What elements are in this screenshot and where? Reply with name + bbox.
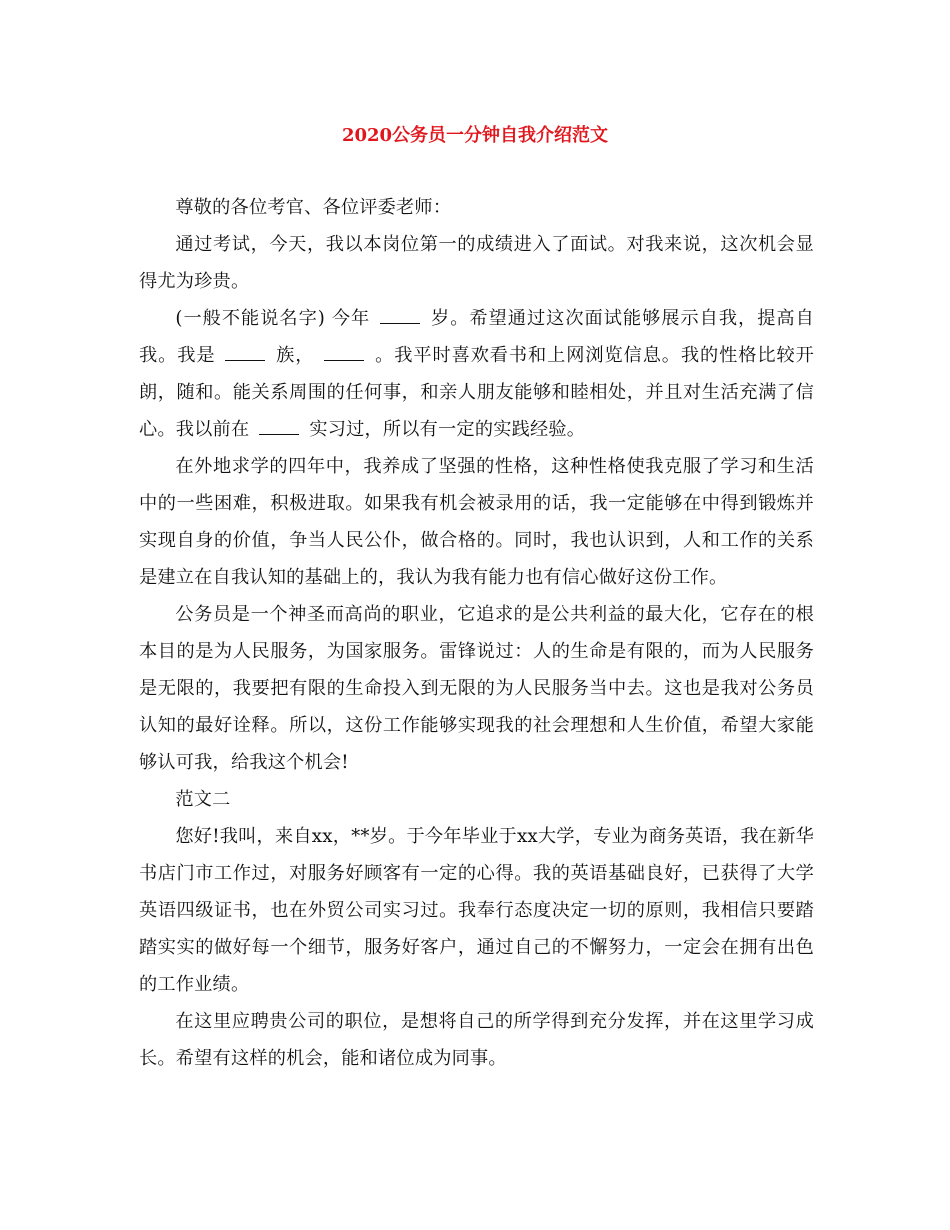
paragraph-2-part-3: 族， <box>275 345 315 366</box>
paragraph-4: 公务员是一个神圣而高尚的职业，它追求的是公共利益的最大化，它存在的根本目的是为人民服务，为国家服务。雷锋说过：人的生命是有限的，而为人民服务是无限的，我要把有限的生命投入到无限的为人民服务当中去。这也是我对公务员认知的最好诠释。所以，这份工作能够实现我的社会理想和人生价值，希望大家能够认可我，给我这个机会! <box>139 604 814 773</box>
document-body <box>139 189 814 1077</box>
paragraph-2-part-4: 。我平时喜欢看书和上网浏览信息。我的性格比较开朗，随和。能关系周围的任何事，和亲人朋友能够和睦相处，并且对生活充满了信心。我以前在 <box>139 345 814 440</box>
paragraph-2-part-5: 实习过，所以有一定的实践经验。 <box>309 419 586 440</box>
section-2-heading: 范文二 <box>175 789 231 810</box>
paragraph-2-part-2: 岁。希望通过这次面试能够展示自我，提高自我。我是 <box>139 308 814 366</box>
blank-internship <box>259 420 299 435</box>
paragraph-6: 在这里应聘贵公司的职位，是想将自己的所学得到充分发挥，并在这里学习成长。希望有这样的机会，能和诸位成为同事。 <box>139 1011 814 1069</box>
greeting-paragraph: 尊敬的各位考官、各位评委老师： <box>175 197 452 218</box>
paragraph-2 <box>139 300 814 448</box>
paragraph-2-part-1: (一般不能说名字) 今年 <box>175 308 371 329</box>
paragraph-1: 通过考试，今天，我以本岗位第一的成绩进入了面试。对我来说，这次机会显得尤为珍贵。 <box>139 234 814 292</box>
paragraph-3: 在外地求学的四年中，我养成了坚强的性格，这种性格使我克服了学习和生活中的一些困难，积极进取。如果我有机会被录用的话，我一定能够在中得到锻炼并实现自身的价值，争当人民公仆，做合格的。同时，我也认识到，人和工作的关系是建立在自我认知的基础上的，我认为我有能力也有信心做好这份工作。 <box>139 456 814 588</box>
blank-second <box>324 346 364 361</box>
document-title: 2020公务员一分钟自我介绍范文 <box>341 125 609 146</box>
paragraph-5: 您好!我叫，来自xx，**岁。于今年毕业于xx大学，专业为商务英语，我在新华书店门市工作过，对服务好顾客有一定的心得。我的英语基础良好，已获得了大学英语四级证书，也在外贸公司实习过。我奉行态度决定一切的原则，我相信只要踏踏实实的做好每一个细节，服务好客户，通过自己的不懈努力，一定会在拥有出色的工作业绩。 <box>139 826 814 995</box>
blank-ethnicity <box>225 346 265 361</box>
blank-age <box>380 309 420 324</box>
